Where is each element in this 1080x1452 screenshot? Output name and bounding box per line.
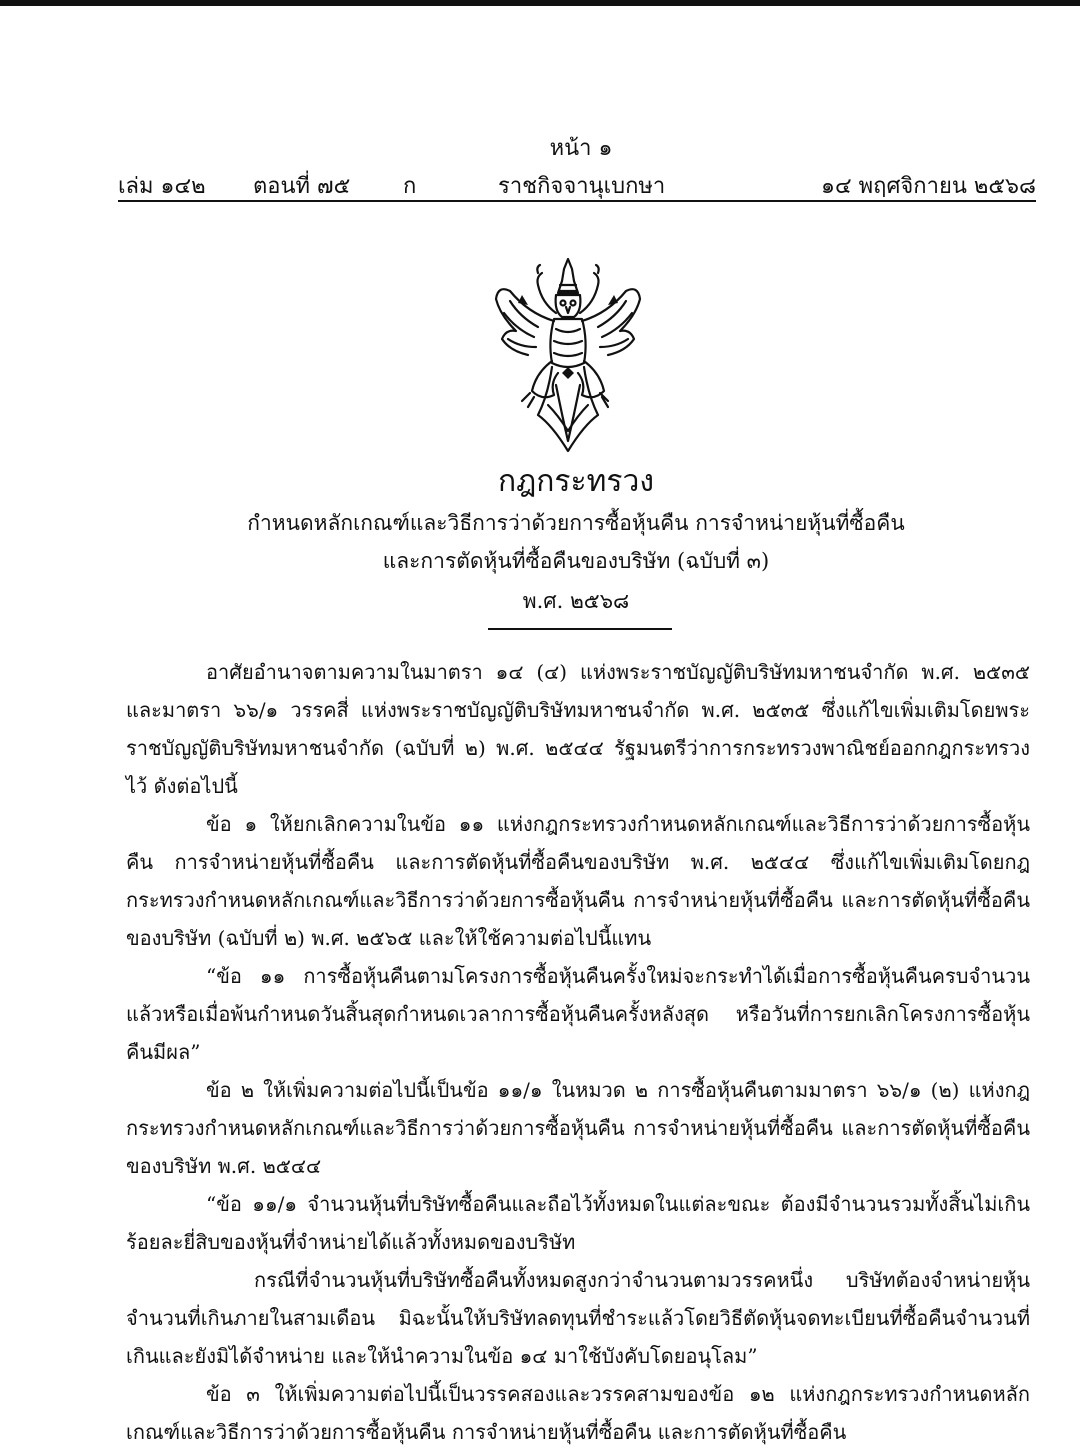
top-edge-bar (0, 0, 1080, 6)
section-category: ก (403, 174, 417, 199)
clause-paragraph: ข้อ ๑ ให้ยกเลิกความในข้อ ๑๑ แห่งกฎกระทรวงกำหนดหลักเกณฑ์และวิธีการว่าด้วยการซื้อหุ้นคืน การจำหน่ายหุ้นที่ซื้อคืน และการตัดหุ้นที่ซื้อคืนของบริษัท พ.ศ. ๒๕๔๔ ซึ่งแก้ไขเพิ่มเติมโดยกฎกระทรวงกำหนดหลักเกณฑ์และวิธีการว่าด้วยการซื้อหุ้นคืน การจำหน่ายหุ้นที่ซื้อคืน และการตัดหุ้นที่ซื้อคืนของบริษัท (ฉบับที่ ๒) พ.ศ. ๒๕๖๕ และให้ใช้ความต่อไปนี้แทน (126, 812, 1030, 950)
gazette-header (118, 168, 1036, 198)
title-divider (488, 628, 672, 630)
publication-date: ๑๔ พฤศจิกายน ๒๕๖๘ (821, 174, 1036, 199)
garuda-emblem-icon (492, 255, 644, 453)
clause-paragraph: กรณีที่จำนวนหุ้นที่บริษัทซื้อคืนทั้งหมดสูงกว่าจำนวนตามวรรคหนึ่ง บริษัทต้องจำหน่ายหุ้นจำนวนที่เกินภายในสามเดือน มิฉะนั้นให้บริษัทลดทุนที่ชำระแล้วโดยวิธีตัดหุ้นจดทะเบียนที่ซื้อคืนจำนวนที่เกินและยังมิได้จำหน่าย และให้นำความในข้อ ๑๔ มาใช้บังคับโดยอนุโลม” (126, 1268, 1030, 1368)
clause-paragraph: “ข้อ ๑๑/๑ จำนวนหุ้นที่บริษัทซื้อคืนและถือไว้ทั้งหมดในแต่ละขณะ ต้องมีจำนวนรวมทั้งสิ้นไม่เกินร้อยละยี่สิบของหุ้นที่จำหน่ายได้แล้วทั้งหมดของบริษัท (126, 1192, 1030, 1254)
preamble-paragraph: อาศัยอำนาจตามความในมาตรา ๑๔ (๔) แห่งพระราชบัญญัติบริษัทมหาชนจำกัด พ.ศ. ๒๕๓๕ และมาตรา ๖๖/๑ วรรคสี่ แห่งพระราชบัญญัติบริษัทมหาชนจำกัด พ.ศ. ๒๕๓๕ ซึ่งแก้ไขเพิ่มเติมโดยพระราชบัญญัติบริษัทมหาชนจำกัด (ฉบับที่ ๒) พ.ศ. ๒๕๔๔ รัฐมนตรีว่าการกระทรวงพาณิชย์ออกกฎกระทรวงไว้ ดังต่อไปนี้ (126, 660, 1030, 798)
section-number: ตอนที่ ๗๕ (253, 174, 351, 199)
page-number: หน้า ๑ (549, 136, 613, 161)
clause-paragraph: “ข้อ ๑๑ การซื้อหุ้นคืนตามโครงการซื้อหุ้นคืนครั้งใหม่จะกระทำได้เมื่อการซื้อหุ้นคืนครบจำนวนแล้วหรือเมื่อพ้นกำหนดวันสิ้นสุดกำหนดเวลาการซื้อหุ้นคืนครั้งหลังสุด หรือวันที่การยกเลิกโครงการซื้อหุ้นคืนมีผล” (126, 964, 1030, 1064)
clause-paragraph: ข้อ ๒ ให้เพิ่มความต่อไปนี้เป็นข้อ ๑๑/๑ ในหมวด ๒ การซื้อหุ้นคืนตามมาตรา ๖๖/๑ (๒) แห่งกฎกระทรวงกำหนดหลักเกณฑ์และวิธีการว่าด้วยการซื้อหุ้นคืน การจำหน่ายหุ้นที่ซื้อคืน และการตัดหุ้นที่ซื้อคืนของบริษัท พ.ศ. ๒๕๔๔ (126, 1078, 1030, 1178)
document-subtitle-line-1: กำหนดหลักเกณฑ์และวิธีการว่าด้วยการซื้อหุ้นคืน การจำหน่ายหุ้นที่ซื้อคืน (247, 511, 905, 535)
volume-number: เล่ม ๑๔๒ (118, 174, 206, 199)
regulation-body (126, 653, 1030, 1451)
document-title: กฎกระทรวง (497, 464, 655, 499)
header-divider (118, 200, 1036, 202)
document-subtitle-line-2: และการตัดหุ้นที่ซื้อคืนของบริษัท (ฉบับที่ ๓) (382, 549, 770, 573)
gazette-name: ราชกิจจานุเบกษา (498, 174, 666, 199)
clause-paragraph: ข้อ ๓ ให้เพิ่มความต่อไปนี้เป็นวรรคสองและวรรคสามของข้อ ๑๒ แห่งกฎกระทรวงกำหนดหลักเกณฑ์และวิธีการว่าด้วยการซื้อหุ้นคืน การจำหน่ายหุ้นที่ซื้อคืน และการตัดหุ้นที่ซื้อคืน (126, 1382, 1030, 1444)
document-year: พ.ศ. ๒๕๖๘ (522, 589, 630, 613)
